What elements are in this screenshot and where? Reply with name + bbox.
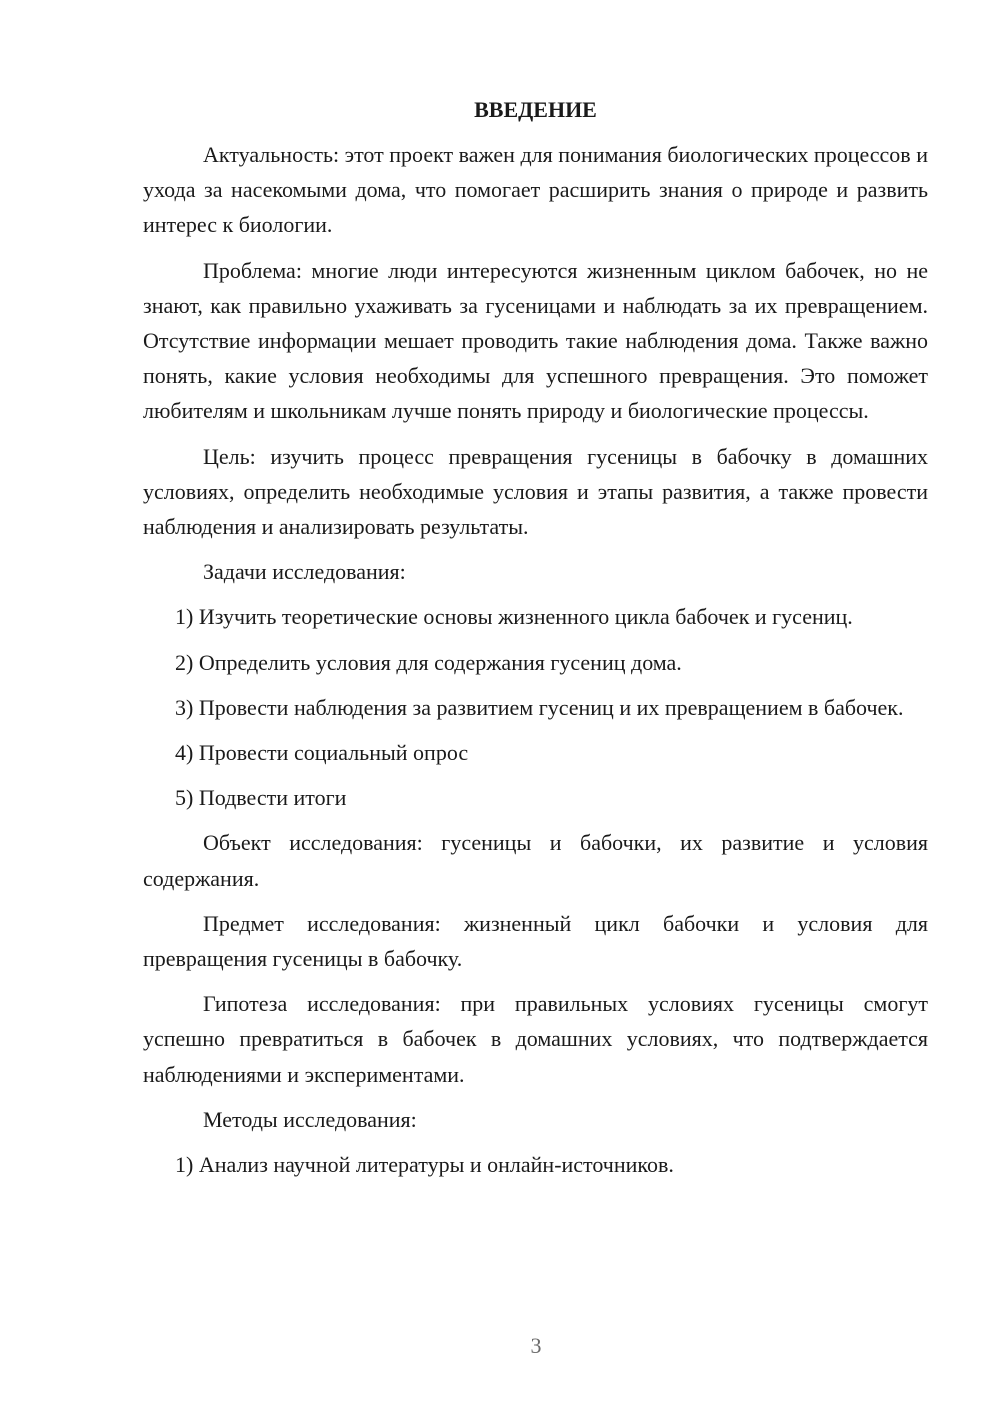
hypothesis-paragraph: Гипотеза исследования: при правильных условиях гусеницы смогут успешно превратиться в бабочек в домашних условиях, что подтверждается наблюдениями и экспериментами. (143, 991, 928, 1087)
goal-paragraph: Цель: изучить процесс превращения гусеницы в бабочку в домашних условиях, определить необходимые условия и этапы развития, а также провести наблюдения и анализировать результаты. (143, 443, 928, 540)
task-item: 1) Изучить теоретические основы жизненного цикла бабочек и гусениц. (175, 604, 853, 630)
tasks-label: Задачи исследования: (203, 559, 406, 585)
page-number: 3 (530, 1333, 542, 1358)
problem-paragraph: Проблема: многие люди интересуются жизненным циклом бабочек, но не знают, как правильно ухаживать за гусеницами и наблюдать за их превращением. Отсутствие информации мешает проводить такие наблюдения дома. Также важно понять, какие условия необходимы для успешного превращения. Это поможет любителям и школьникам лучше понять природу и биологические процессы. (143, 257, 928, 424)
relevance-paragraph: Актуальность: этот проект важен для понимания биологических процессов и ухода за насекомыми дома, что помогает расширить знания о природе и развить интерес к биологии. (143, 142, 928, 238)
page-content (143, 92, 928, 1192)
subject-paragraph: Предмет исследования: жизненный цикл бабочки и условия для превращения гусеницы в бабочку. (143, 910, 928, 972)
section-heading: ВВЕДЕНИЕ (474, 97, 597, 122)
methods-label: Методы исследования: (203, 1106, 417, 1132)
task-item: 2) Определить условия для содержания гусениц дома. (175, 649, 682, 675)
object-paragraph: Объект исследования: гусеницы и бабочки, их развитие и условия содержания. (143, 830, 928, 891)
task-item: 5) Подвести итоги (175, 785, 347, 811)
task-item: 4) Провести социальный опрос (175, 740, 469, 766)
task-item: 3) Провести наблюдения за развитием гусениц и их превращением в бабочек. (175, 694, 904, 720)
method-item: 1) Анализ научной литературы и онлайн-источников. (175, 1152, 674, 1178)
